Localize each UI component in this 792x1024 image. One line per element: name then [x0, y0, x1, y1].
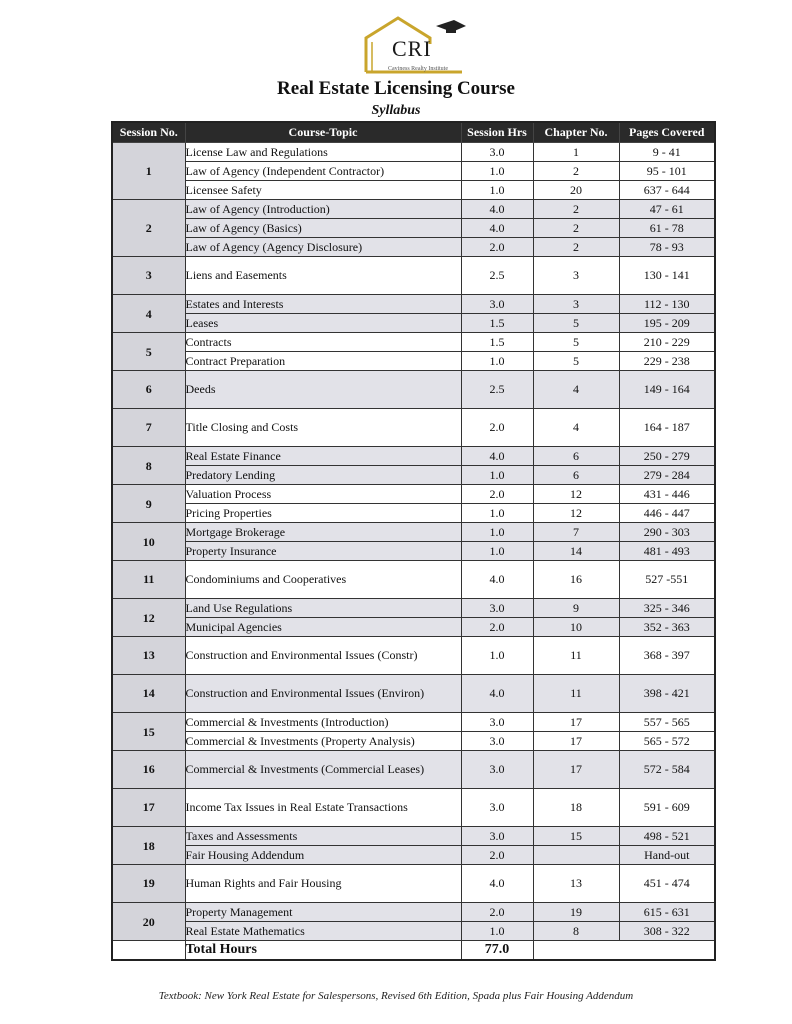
session-hours: 2.0 — [461, 618, 533, 637]
textbook-footer: Textbook: New York Real Estate for Salespersons, Revised 6th Edition, Spada plus Fair Housing Addendum — [158, 990, 634, 1002]
pages-covered: 557 - 565 — [619, 713, 715, 732]
total-value: 77.0 — [461, 941, 533, 961]
chapter-number: 7 — [533, 523, 619, 542]
table-row — [112, 466, 715, 485]
table-row — [112, 200, 715, 219]
session-hours: 1.5 — [461, 333, 533, 352]
table-row — [112, 561, 715, 599]
session-hours: 4.0 — [461, 865, 533, 903]
course-topic: Human Rights and Fair Housing — [185, 865, 461, 903]
header-chapter-no: Chapter No. — [533, 122, 619, 143]
course-topic: Commercial & Investments (Commercial Leases) — [185, 751, 461, 789]
pages-covered: 591 - 609 — [619, 789, 715, 827]
pages-covered: 210 - 229 — [619, 333, 715, 352]
chapter-number: 2 — [533, 162, 619, 181]
table-row — [112, 903, 715, 922]
chapter-number: 17 — [533, 732, 619, 751]
page-title: Real Estate Licensing Course — [276, 78, 515, 99]
pages-covered: 130 - 141 — [619, 257, 715, 295]
chapter-number: 10 — [533, 618, 619, 637]
chapter-number: 4 — [533, 371, 619, 409]
chapter-number: 3 — [533, 257, 619, 295]
chapter-number: 13 — [533, 865, 619, 903]
course-topic: Law of Agency (Introduction) — [185, 200, 461, 219]
course-topic: Property Insurance — [185, 542, 461, 561]
session-hours: 2.0 — [461, 409, 533, 447]
chapter-number: 5 — [533, 352, 619, 371]
course-topic: Title Closing and Costs — [185, 409, 461, 447]
session-hours: 2.0 — [461, 485, 533, 504]
table-row — [112, 846, 715, 865]
session-hours: 2.0 — [461, 903, 533, 922]
table-row — [112, 922, 715, 941]
table-row — [112, 371, 715, 409]
session-hours: 1.0 — [461, 466, 533, 485]
course-topic: Fair Housing Addendum — [185, 846, 461, 865]
table-row — [112, 238, 715, 257]
session-number: 16 — [112, 751, 185, 789]
course-topic: Real Estate Finance — [185, 447, 461, 466]
total-blank-cell — [112, 941, 185, 961]
pages-covered: 431 - 446 — [619, 485, 715, 504]
course-topic: Commercial & Investments (Property Analysis) — [185, 732, 461, 751]
chapter-number: 17 — [533, 751, 619, 789]
course-topic: Liens and Easements — [185, 257, 461, 295]
course-topic: Leases — [185, 314, 461, 333]
course-topic: Contract Preparation — [185, 352, 461, 371]
pages-covered: 229 - 238 — [619, 352, 715, 371]
table-row — [112, 257, 715, 295]
table-row — [112, 447, 715, 466]
course-topic: Law of Agency (Agency Disclosure) — [185, 238, 461, 257]
course-topic: Estates and Interests — [185, 295, 461, 314]
session-hours: 3.0 — [461, 143, 533, 162]
table-row — [112, 314, 715, 333]
logo-text: CRI — [392, 36, 432, 61]
pages-covered: 61 - 78 — [619, 219, 715, 238]
course-topic: Construction and Environmental Issues (Environ) — [185, 675, 461, 713]
session-hours: 3.0 — [461, 599, 533, 618]
session-hours: 4.0 — [461, 447, 533, 466]
table-row — [112, 789, 715, 827]
course-topic: Land Use Regulations — [185, 599, 461, 618]
table-row — [112, 181, 715, 200]
session-number: 15 — [112, 713, 185, 751]
course-topic: Municipal Agencies — [185, 618, 461, 637]
table-row — [112, 523, 715, 542]
table-row — [112, 219, 715, 238]
course-topic: Predatory Lending — [185, 466, 461, 485]
table-row — [112, 352, 715, 371]
session-number: 20 — [112, 903, 185, 941]
session-hours: 4.0 — [461, 561, 533, 599]
chapter-number: 18 — [533, 789, 619, 827]
pages-covered: 149 - 164 — [619, 371, 715, 409]
session-number: 13 — [112, 637, 185, 675]
session-hours: 2.5 — [461, 371, 533, 409]
session-hours: 4.0 — [461, 219, 533, 238]
pages-covered: 527 -551 — [619, 561, 715, 599]
chapter-number: 2 — [533, 200, 619, 219]
pages-covered: 47 - 61 — [619, 200, 715, 219]
pages-covered: 279 - 284 — [619, 466, 715, 485]
table-row — [112, 675, 715, 713]
session-hours: 1.0 — [461, 922, 533, 941]
session-hours: 2.0 — [461, 846, 533, 865]
header-session-hrs: Session Hrs — [461, 122, 533, 143]
chapter-number: 1 — [533, 143, 619, 162]
course-topic: Condominiums and Cooperatives — [185, 561, 461, 599]
session-number: 17 — [112, 789, 185, 827]
course-topic: Construction and Environmental Issues (Constr) — [185, 637, 461, 675]
session-number: 7 — [112, 409, 185, 447]
pages-covered: 637 - 644 — [619, 181, 715, 200]
chapter-number: 6 — [533, 466, 619, 485]
session-number: 8 — [112, 447, 185, 485]
session-hours: 3.0 — [461, 827, 533, 846]
pages-covered: 290 - 303 — [619, 523, 715, 542]
session-hours: 3.0 — [461, 713, 533, 732]
table-row — [112, 637, 715, 675]
session-hours: 1.0 — [461, 542, 533, 561]
header-course-topic: Course-Topic — [185, 122, 461, 143]
course-topic: Law of Agency (Independent Contractor) — [185, 162, 461, 181]
session-hours: 4.0 — [461, 675, 533, 713]
course-topic: Taxes and Assessments — [185, 827, 461, 846]
chapter-number: 11 — [533, 637, 619, 675]
session-hours: 1.0 — [461, 181, 533, 200]
pages-covered: 615 - 631 — [619, 903, 715, 922]
course-topic: Deeds — [185, 371, 461, 409]
chapter-number: 9 — [533, 599, 619, 618]
chapter-number: 16 — [533, 561, 619, 599]
table-row — [112, 865, 715, 903]
chapter-number: 5 — [533, 314, 619, 333]
session-hours: 4.0 — [461, 200, 533, 219]
pages-covered: 451 - 474 — [619, 865, 715, 903]
chapter-number: 2 — [533, 238, 619, 257]
table-row — [112, 542, 715, 561]
pages-covered: Hand-out — [619, 846, 715, 865]
session-hours: 1.0 — [461, 162, 533, 181]
session-hours: 3.0 — [461, 751, 533, 789]
session-hours: 1.0 — [461, 352, 533, 371]
chapter-number: 17 — [533, 713, 619, 732]
pages-covered: 95 - 101 — [619, 162, 715, 181]
header-session-no: Session No. — [112, 122, 185, 143]
chapter-number: 19 — [533, 903, 619, 922]
course-topic: Valuation Process — [185, 485, 461, 504]
course-topic: Property Management — [185, 903, 461, 922]
table-row — [112, 162, 715, 181]
pages-covered: 250 - 279 — [619, 447, 715, 466]
pages-covered: 164 - 187 — [619, 409, 715, 447]
session-number: 18 — [112, 827, 185, 865]
course-topic: Real Estate Mathematics — [185, 922, 461, 941]
table-row — [112, 143, 715, 162]
session-number: 6 — [112, 371, 185, 409]
total-label: Total Hours — [185, 941, 461, 961]
course-topic: Contracts — [185, 333, 461, 352]
chapter-number: 11 — [533, 675, 619, 713]
pages-covered: 481 - 493 — [619, 542, 715, 561]
pages-covered: 565 - 572 — [619, 732, 715, 751]
table-body — [112, 143, 715, 941]
pages-covered: 195 - 209 — [619, 314, 715, 333]
table-row — [112, 732, 715, 751]
session-hours: 3.0 — [461, 295, 533, 314]
table-row — [112, 751, 715, 789]
table-header-row — [112, 122, 715, 143]
pages-covered: 352 - 363 — [619, 618, 715, 637]
total-row — [112, 941, 715, 961]
pages-covered: 325 - 346 — [619, 599, 715, 618]
total-blank-tail — [533, 941, 715, 961]
chapter-number: 12 — [533, 504, 619, 523]
table-row — [112, 827, 715, 846]
course-topic: Pricing Properties — [185, 504, 461, 523]
chapter-number: 20 — [533, 181, 619, 200]
table-row — [112, 713, 715, 732]
session-hours: 3.0 — [461, 789, 533, 827]
table-row — [112, 295, 715, 314]
chapter-number: 3 — [533, 295, 619, 314]
chapter-number: 2 — [533, 219, 619, 238]
page-subtitle: Syllabus — [371, 103, 421, 118]
course-topic: Mortgage Brokerage — [185, 523, 461, 542]
chapter-number: 8 — [533, 922, 619, 941]
chapter-number: 14 — [533, 542, 619, 561]
session-hours: 1.0 — [461, 523, 533, 542]
session-number: 19 — [112, 865, 185, 903]
course-topic: Licensee Safety — [185, 181, 461, 200]
table-row — [112, 485, 715, 504]
header-pages-covered: Pages Covered — [619, 122, 715, 143]
pages-covered: 308 - 322 — [619, 922, 715, 941]
pages-covered: 9 - 41 — [619, 143, 715, 162]
chapter-number: 12 — [533, 485, 619, 504]
session-number: 14 — [112, 675, 185, 713]
chapter-number: 4 — [533, 409, 619, 447]
syllabus-table — [111, 121, 716, 961]
session-number: 4 — [112, 295, 185, 333]
pages-covered: 398 - 421 — [619, 675, 715, 713]
session-number: 2 — [112, 200, 185, 257]
session-hours: 1.0 — [461, 504, 533, 523]
chapter-number: 6 — [533, 447, 619, 466]
course-topic: Commercial & Investments (Introduction) — [185, 713, 461, 732]
session-number: 12 — [112, 599, 185, 637]
table-row — [112, 504, 715, 523]
session-number: 3 — [112, 257, 185, 295]
course-topic: Income Tax Issues in Real Estate Transactions — [185, 789, 461, 827]
pages-covered: 446 - 447 — [619, 504, 715, 523]
session-number: 5 — [112, 333, 185, 371]
session-hours: 2.5 — [461, 257, 533, 295]
session-hours: 1.5 — [461, 314, 533, 333]
session-hours: 2.0 — [461, 238, 533, 257]
chapter-number: 5 — [533, 333, 619, 352]
pages-covered: 112 - 130 — [619, 295, 715, 314]
table-row — [112, 599, 715, 618]
session-hours: 1.0 — [461, 637, 533, 675]
session-number: 10 — [112, 523, 185, 561]
table-row — [112, 618, 715, 637]
course-topic: Law of Agency (Basics) — [185, 219, 461, 238]
course-topic: License Law and Regulations — [185, 143, 461, 162]
logo-subtitle: Caviness Realty Institute — [388, 66, 448, 72]
pages-covered: 498 - 521 — [619, 827, 715, 846]
table-row — [112, 409, 715, 447]
session-number: 1 — [112, 143, 185, 200]
session-hours: 3.0 — [461, 732, 533, 751]
pages-covered: 572 - 584 — [619, 751, 715, 789]
table-row — [112, 333, 715, 352]
session-number: 11 — [112, 561, 185, 599]
chapter-number — [533, 846, 619, 865]
pages-covered: 368 - 397 — [619, 637, 715, 675]
chapter-number: 15 — [533, 827, 619, 846]
session-number: 9 — [112, 485, 185, 523]
pages-covered: 78 - 93 — [619, 238, 715, 257]
